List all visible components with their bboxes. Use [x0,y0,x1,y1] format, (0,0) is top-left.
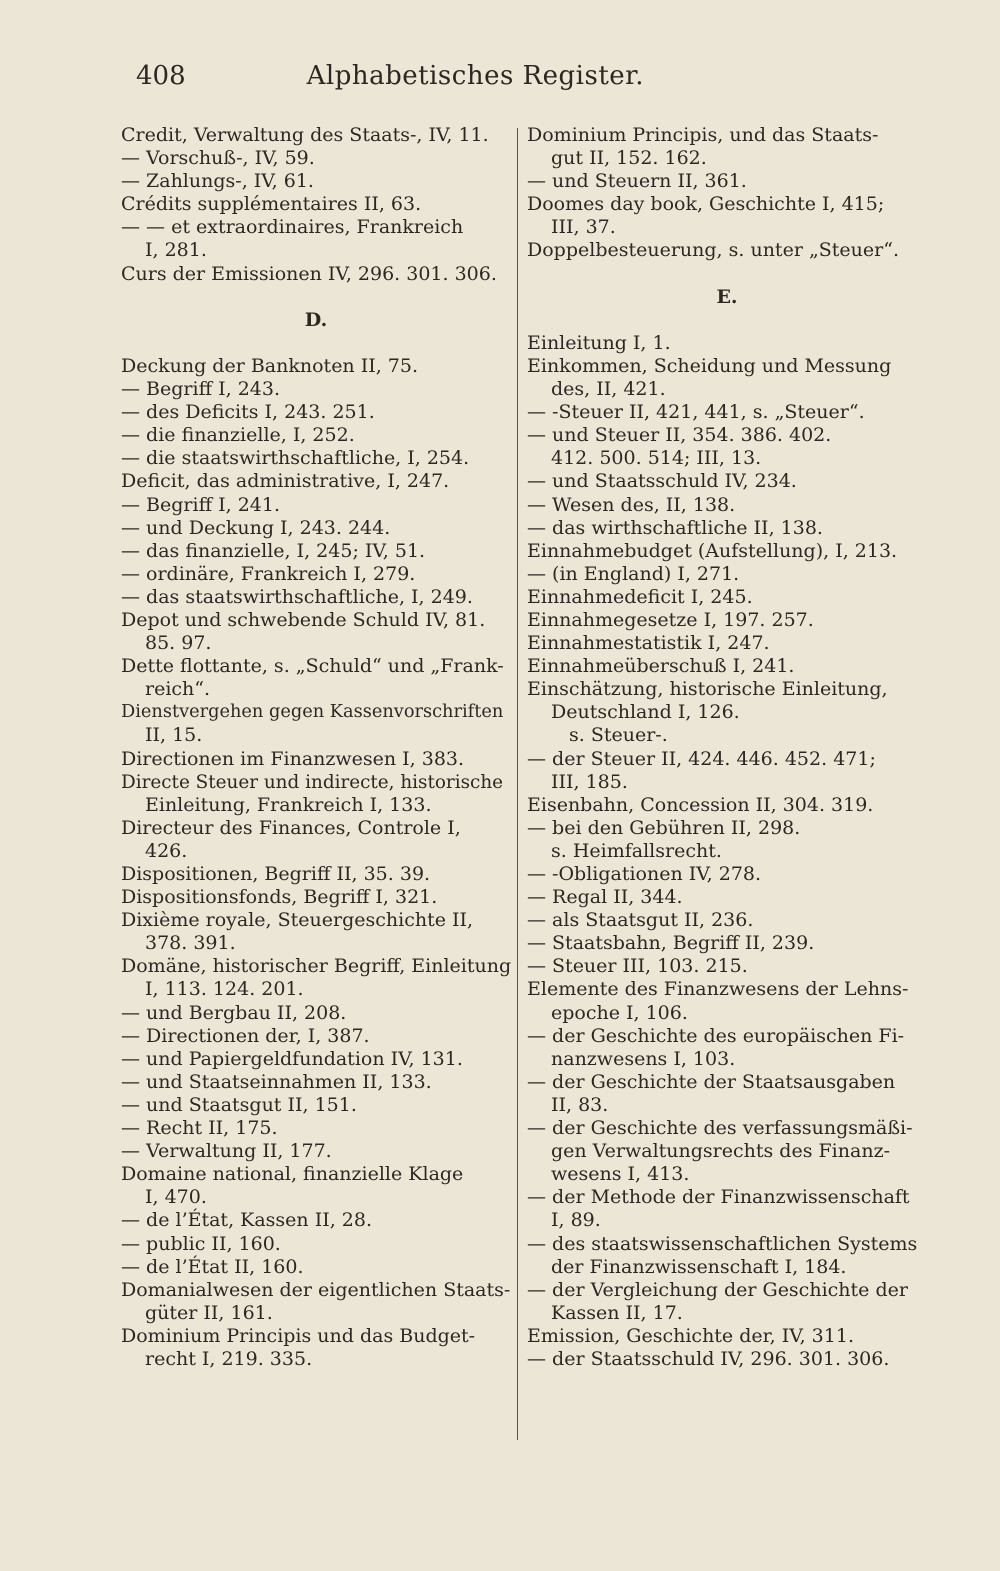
index-entry: — Wesen des, II, 138. [527,493,736,516]
index-entry: — der Geschichte der Staatsausgaben [527,1070,896,1093]
index-entry: Dispositionen, Begriff II, 35. 39. [121,863,431,886]
index-entry: Directeur des Finances, Controle I, [121,816,461,839]
page-header [136,58,644,94]
section-letter: E. [716,285,738,308]
index-entry: — Regal II, 344. [527,886,683,909]
index-entry: — Zahlungs-, IV, 61. [121,170,314,193]
index-entry: Deckung der Banknoten II, 75. [121,354,419,377]
index-entry: — Begriff I, 243. [121,378,280,401]
index-entry: — Vorschuß-, IV, 59. [121,147,315,170]
index-entry: — des staatswissenschaftlichen Systems [527,1232,918,1255]
right-index-column [527,124,927,1371]
index-entry: I, 113. 124. 201. [145,978,304,1001]
index-entry: Deficit, das administrative, I, 247. [121,470,450,493]
section-letter: D. [304,308,328,331]
index-entry: reich“. [145,678,211,701]
index-entry: recht I, 219. 335. [145,1347,313,1370]
index-entry: — das finanzielle, I, 245; IV, 51. [121,539,426,562]
index-entry: epoche I, 106. [551,1001,688,1024]
index-entry: güter II, 161. [145,1301,273,1324]
index-entry: — die staatswirthschaftliche, I, 254. [121,447,470,470]
index-entry: Domaine national, finanzielle Klage [121,1163,464,1186]
index-entry: — und Deckung I, 243. 244. [121,516,391,539]
index-entry: — und Steuern II, 361. [527,170,747,193]
index-entry: — Verwaltung II, 177. [121,1140,332,1163]
index-entry: — und Staatsschuld IV, 234. [527,470,797,493]
index-entry: Einleitung, Frankreich I, 133. [145,793,432,816]
index-entry: Directionen im Finanzwesen I, 383. [121,747,465,770]
column-divider [517,128,518,1440]
index-entry: — als Staatsgut II, 236. [527,909,754,932]
left-index-column [121,124,511,1371]
index-entry: Curs der Emissionen IV, 296. 301. 306. [121,262,497,285]
index-entry: Depot und schwebende Schuld IV, 81. [121,608,486,631]
index-entry: Einnahmeüberschuß I, 241. [527,655,795,678]
index-entry: s. Steuer-. [569,724,668,747]
index-entry: — de l’État II, 160. [121,1255,304,1278]
index-entry: s. Heimfallsrecht. [551,839,722,862]
index-entry: 85. 97. [145,632,212,655]
running-title: Alphabetisches Register. [306,61,644,91]
index-entry: III, 185. [551,770,628,793]
index-entry: — — et extraordinaires, Frankreich [121,216,464,239]
index-entry: Dispositionsfonds, Begriff I, 321. [121,886,438,909]
index-entry: III, 37. [551,216,616,239]
index-entry: Einnahmegesetze I, 197. 257. [527,608,814,631]
index-entry: — Steuer III, 103. 215. [527,955,748,978]
index-entry: — Staatsbahn, Begriff II, 239. [527,932,815,955]
index-entry: — -Obligationen IV, 278. [527,863,762,886]
index-entry: — der Geschichte des europäischen Fi- [527,1024,905,1047]
index-entry: Dixième royale, Steuergeschichte II, [121,909,474,932]
index-entry: Kassen II, 17. [551,1301,683,1324]
index-entry: — der Vergleichung der Geschichte der [527,1278,908,1301]
index-entry: Deutschland I, 126. [551,701,740,724]
index-entry: II, 15. [145,724,203,747]
index-entry: — ordinäre, Frankreich I, 279. [121,562,416,585]
index-entry: — der Steuer II, 424. 446. 452. 471; [527,747,876,770]
index-entry: Dienstvergehen gegen Kassenvorschriften [121,702,504,723]
index-entry: Dominium Principis und das Budget- [121,1324,476,1347]
index-entry: nanzwesens I, 103. [551,1047,736,1070]
index-entry: — Begriff I, 241. [121,493,280,516]
index-entry: 378. 391. [145,932,236,955]
index-entry: I, 89. [551,1209,601,1232]
index-entry: — -Steuer II, 421, 441, s. „Steuer“. [527,401,865,424]
index-entry: — und Staatseinnahmen II, 133. [121,1070,432,1093]
index-entry: Dette flottante, s. „Schuld“ und „Frank- [121,655,504,678]
index-entry: — die finanzielle, I, 252. [121,424,355,447]
index-entry: — Recht II, 175. [121,1117,278,1140]
index-entry: Domäne, historischer Begriff, Einleitung [121,955,512,978]
index-entry: Emission, Geschichte der, IV, 311. [527,1324,854,1347]
index-entry: — public II, 160. [121,1232,281,1255]
index-entry: gen Verwaltungsrechts des Finanz- [551,1140,890,1163]
index-entry: — des Deficits I, 243. 251. [121,401,375,424]
index-entry: Einnahmebudget (Aufstellung), I, 213. [527,539,898,562]
index-entry: — bei den Gebühren II, 298. [527,816,801,839]
page-number: 408 [136,61,186,91]
index-entry: — das wirthschaftliche II, 138. [527,516,823,539]
index-entry: 412. 500. 514; III, 13. [551,447,762,470]
index-entry: Einnahmedeficit I, 245. [527,585,753,608]
index-entry: Einnahmestatistik I, 247. [527,632,770,655]
index-entry: — der Staatsschuld IV, 296. 301. 306. [527,1347,890,1370]
index-entry: der Finanzwissenschaft I, 184. [551,1255,847,1278]
index-entry: Doomes day book, Geschichte I, 415; [527,193,885,216]
index-entry: — und Papiergeldfundation IV, 131. [121,1047,463,1070]
index-entry: — der Geschichte des verfassungsmäßi- [527,1117,913,1140]
index-entry: II, 83. [551,1093,609,1116]
index-entry: Eisenbahn, Concession II, 304. 319. [527,793,874,816]
index-entry: — das staatswirthschaftliche, I, 249. [121,585,473,608]
index-entry: I, 470. [145,1186,207,1209]
index-entry: Einkommen, Scheidung und Messung [527,354,892,377]
index-entry: — (in England) I, 271. [527,562,740,585]
index-entry: gut II, 152. 162. [551,147,707,170]
index-entry: Directe Steuer und indirecte, historische [121,771,504,793]
index-entry: — und Staatsgut II, 151. [121,1093,357,1116]
index-entry: Elemente des Finanzwesens der Lehns- [527,978,909,1001]
index-entry: wesens I, 413. [551,1163,690,1186]
index-entry: — Directionen der, I, 387. [121,1024,370,1047]
index-entry: — der Methode der Finanzwissenschaft [527,1186,910,1209]
index-entry: Einleitung I, 1. [527,331,671,354]
index-entry: Doppelbesteuerung, s. unter „Steuer“. [527,239,899,262]
index-entry: 426. [145,839,188,862]
index-entry: — und Steuer II, 354. 386. 402. [527,424,832,447]
index-entry: Domanialwesen der eigentlichen Staats- [121,1278,511,1301]
index-entry: Einschätzung, historische Einleitung, [527,678,888,701]
index-entry: Crédits supplémentaires II, 63. [121,193,422,216]
index-entry: — de l’État, Kassen II, 28. [121,1209,372,1232]
index-entry: — und Bergbau II, 208. [121,1001,347,1024]
index-entry: Dominium Principis, und das Staats- [527,124,879,146]
index-entry: Credit, Verwaltung des Staats-, IV, 11. [121,124,489,146]
index-entry: I, 281. [145,239,207,262]
index-entry: des, II, 421. [551,378,666,401]
